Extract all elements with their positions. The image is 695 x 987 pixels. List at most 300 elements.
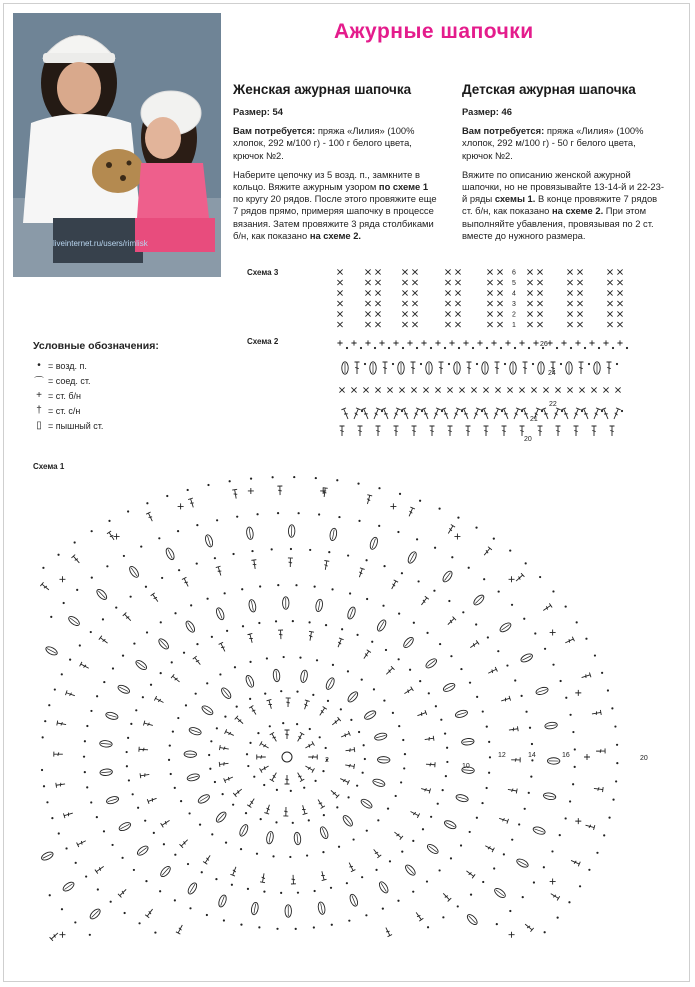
sc-stitch bbox=[537, 290, 542, 295]
chain-stitch bbox=[124, 912, 126, 914]
dc-stitch bbox=[318, 800, 325, 809]
chain-stitch bbox=[434, 547, 436, 549]
chain-stitch bbox=[559, 834, 561, 836]
dc-stitch bbox=[216, 566, 222, 575]
sc-stitch bbox=[537, 322, 542, 327]
chain-stitch bbox=[231, 884, 233, 886]
dc-stitch bbox=[182, 577, 188, 586]
dc-stitch bbox=[291, 875, 296, 884]
sc-stitch bbox=[487, 322, 492, 327]
dc-stitch bbox=[367, 495, 372, 504]
sc-stitch bbox=[519, 340, 524, 345]
dc-stitch bbox=[421, 408, 428, 419]
chain-stitch bbox=[615, 780, 617, 782]
chain-stitch bbox=[126, 751, 128, 753]
sc-stitch bbox=[407, 340, 412, 345]
puff-stitch-line bbox=[251, 601, 253, 611]
chain-stitch bbox=[476, 696, 478, 698]
dc-stitch bbox=[596, 748, 605, 753]
chain-stitch bbox=[581, 410, 583, 412]
chain-stitch bbox=[130, 596, 132, 598]
dc-stitch bbox=[277, 486, 282, 495]
dc-stitch bbox=[264, 805, 269, 814]
dc-stitch bbox=[488, 667, 497, 673]
chain-stitch bbox=[242, 625, 244, 627]
dc-stitch bbox=[614, 408, 621, 419]
dc-stitch bbox=[331, 790, 339, 798]
chain-stitch bbox=[258, 622, 260, 624]
chain-stitch bbox=[91, 530, 93, 532]
dc-stitch bbox=[381, 408, 388, 419]
chain-stitch bbox=[428, 692, 430, 694]
dc-stitch bbox=[466, 426, 471, 436]
dc-stitch bbox=[592, 426, 597, 436]
chain-stitch bbox=[290, 790, 292, 792]
chain-stitch bbox=[232, 553, 234, 555]
chain-stitch bbox=[257, 732, 259, 734]
dc-stitch bbox=[285, 775, 290, 784]
chain-stitch bbox=[346, 347, 348, 349]
dc-stitch bbox=[430, 426, 435, 436]
chain-stitch bbox=[140, 545, 142, 547]
chain-stitch bbox=[361, 678, 363, 680]
chain-stitch bbox=[246, 753, 248, 755]
dc-stitch bbox=[219, 745, 228, 750]
chain-stitch bbox=[153, 832, 155, 834]
chain-stitch bbox=[470, 894, 472, 896]
chain-stitch bbox=[442, 916, 444, 918]
chain-stitch bbox=[83, 756, 85, 758]
puff-stitch-line bbox=[208, 536, 211, 546]
chain-stitch bbox=[347, 796, 349, 798]
sc-stitch bbox=[402, 301, 407, 306]
chain-stitch bbox=[207, 484, 209, 486]
chain-stitch bbox=[222, 793, 224, 795]
chain-stitch bbox=[524, 808, 526, 810]
chain-stitch bbox=[327, 700, 329, 702]
sc-stitch bbox=[497, 311, 502, 316]
sc-stitch bbox=[375, 311, 380, 316]
chain-stitch bbox=[103, 830, 105, 832]
chain-stitch bbox=[315, 477, 317, 479]
chain-stitch bbox=[79, 644, 81, 646]
chain-stitch bbox=[146, 502, 148, 504]
sc-stitch bbox=[575, 690, 581, 696]
scheme2-label: Схема 2 bbox=[247, 337, 279, 346]
chain-stitch bbox=[608, 817, 610, 819]
chain-stitch bbox=[596, 852, 598, 854]
sc-stitch bbox=[351, 387, 356, 392]
chain-stitch bbox=[438, 508, 440, 510]
chain-stitch bbox=[352, 838, 354, 840]
sc-stitch bbox=[337, 290, 342, 295]
chain-stitch bbox=[69, 659, 71, 661]
chain-stitch bbox=[51, 817, 53, 819]
chain-stitch bbox=[154, 931, 156, 933]
row-number: 2 bbox=[325, 757, 329, 764]
chain-stitch bbox=[488, 741, 490, 743]
chain-stitch bbox=[314, 890, 316, 892]
dc-stitch bbox=[495, 362, 500, 374]
sc-stitch bbox=[555, 387, 560, 392]
chain-stitch bbox=[487, 636, 489, 638]
chain-stitch bbox=[309, 549, 311, 551]
sc-stitch bbox=[390, 503, 396, 509]
sc-stitch bbox=[445, 322, 450, 327]
chain-stitch bbox=[552, 664, 554, 666]
dc-stitch bbox=[225, 729, 234, 735]
chain-stitch bbox=[482, 881, 484, 883]
chain-stitch bbox=[42, 736, 44, 738]
chain-stitch bbox=[446, 761, 448, 763]
sc-stitch bbox=[363, 387, 368, 392]
single-crochet-icon: + bbox=[36, 390, 42, 401]
dc-stitch bbox=[355, 362, 360, 374]
dc-stitch bbox=[454, 408, 461, 419]
chain-stitch bbox=[539, 576, 541, 578]
sc-stitch bbox=[603, 387, 608, 392]
chain-stitch bbox=[208, 754, 210, 756]
chain-stitch bbox=[196, 643, 198, 645]
chain-stitch bbox=[457, 905, 459, 907]
row-number: 20 bbox=[640, 755, 648, 762]
chain-stitch bbox=[298, 512, 300, 514]
chain-stitch bbox=[472, 347, 474, 349]
chain-stitch bbox=[277, 512, 279, 514]
chain-stitch bbox=[214, 781, 216, 783]
dc-stitch bbox=[345, 764, 354, 769]
chain-stitch bbox=[522, 896, 524, 898]
puff-stitch-icon: ▯ bbox=[36, 420, 42, 431]
chain-stitch bbox=[90, 801, 92, 803]
chain-stitch bbox=[469, 831, 471, 833]
chain-stitch bbox=[275, 620, 277, 622]
chain-stitch bbox=[159, 890, 161, 892]
chain-stitch bbox=[42, 567, 44, 569]
chain-stitch bbox=[509, 910, 511, 912]
sc-stitch bbox=[591, 387, 596, 392]
chain-stitch bbox=[168, 759, 170, 761]
chain-stitch bbox=[533, 881, 535, 883]
sc-stitch bbox=[567, 290, 572, 295]
chain-stitch bbox=[579, 885, 581, 887]
sc-stitch bbox=[435, 340, 440, 345]
dc-stitch bbox=[286, 698, 291, 707]
legend-label: = возд. п. bbox=[48, 360, 87, 371]
sc-stitch bbox=[447, 387, 452, 392]
chain-stitch bbox=[416, 347, 418, 349]
dc-stitch bbox=[364, 650, 371, 659]
chain-stitch bbox=[65, 847, 67, 849]
sc-stitch bbox=[337, 322, 342, 327]
chain-stitch bbox=[174, 787, 176, 789]
chain-stitch bbox=[190, 604, 192, 606]
chain-stitch bbox=[544, 931, 546, 933]
dc-stitch bbox=[219, 642, 225, 651]
chain-stitch bbox=[412, 891, 414, 893]
chain-stitch bbox=[475, 623, 477, 625]
sc-stitch bbox=[412, 280, 417, 285]
chain-stitch bbox=[249, 698, 251, 700]
chain-stitch bbox=[444, 347, 446, 349]
chain-stitch bbox=[196, 562, 198, 564]
puff-stitch-line bbox=[463, 741, 473, 742]
sc-stitch bbox=[393, 340, 398, 345]
chain-stitch bbox=[433, 590, 435, 592]
chain-stitch bbox=[121, 857, 123, 859]
sc-stitch bbox=[455, 311, 460, 316]
chain-stitch bbox=[404, 753, 406, 755]
row-number: 6 bbox=[512, 269, 516, 277]
chain-stitch bbox=[171, 661, 173, 663]
chain-stitch bbox=[358, 520, 360, 522]
chain-stitch bbox=[199, 824, 201, 826]
dc-stitch bbox=[538, 426, 543, 436]
chain-stitch bbox=[96, 695, 98, 697]
chain-stitch bbox=[183, 652, 185, 654]
sc-stitch bbox=[589, 340, 594, 345]
chain-stitch bbox=[497, 650, 499, 652]
dc-stitch bbox=[139, 747, 148, 752]
chain-stitch bbox=[209, 768, 211, 770]
dc-stitch bbox=[140, 773, 149, 778]
chain-stitch bbox=[493, 867, 495, 869]
chain-stitch bbox=[86, 786, 88, 788]
chain-stitch bbox=[308, 621, 310, 623]
row-number: 12 bbox=[498, 752, 506, 759]
sc-stitch bbox=[337, 311, 342, 316]
sc-stitch bbox=[455, 301, 460, 306]
row-number: 24 bbox=[548, 370, 556, 377]
chain-stitch bbox=[323, 814, 325, 816]
chain-stitch bbox=[392, 363, 394, 365]
chain-stitch bbox=[296, 723, 298, 725]
dc-stitch bbox=[332, 717, 341, 725]
slip-stitch-icon: ⌒ bbox=[34, 377, 44, 388]
sc-stitch bbox=[577, 301, 582, 306]
sc-stitch bbox=[607, 311, 612, 316]
sc-stitch bbox=[445, 301, 450, 306]
chain-stitch bbox=[240, 848, 242, 850]
dc-stitch bbox=[340, 779, 349, 785]
chain-stitch bbox=[229, 480, 231, 482]
sc-stitch bbox=[375, 387, 380, 392]
dc-stitch bbox=[556, 426, 561, 436]
chain-stitch bbox=[185, 704, 187, 706]
chain-stitch bbox=[85, 875, 87, 877]
puff-stitch-line bbox=[457, 712, 467, 715]
scheme1-label: Схема 1 bbox=[33, 462, 65, 471]
dc-stitch bbox=[417, 710, 426, 716]
chain-stitch bbox=[309, 728, 311, 730]
chain-stitch bbox=[322, 851, 324, 853]
chain-stitch bbox=[560, 363, 562, 365]
sc-stitch bbox=[445, 311, 450, 316]
chain-stitch bbox=[146, 631, 148, 633]
chain-stitch bbox=[214, 557, 216, 559]
dc-stitch bbox=[95, 866, 104, 873]
puff-stitch-line bbox=[318, 601, 320, 611]
sc-stitch bbox=[509, 576, 515, 582]
chain-stitch bbox=[565, 817, 567, 819]
dc-stitch bbox=[50, 933, 58, 941]
dc-stitch bbox=[374, 849, 382, 858]
chain-stitch bbox=[460, 668, 462, 670]
chain-stitch bbox=[616, 363, 618, 365]
chain-stitch bbox=[468, 567, 470, 569]
sc-stitch bbox=[577, 280, 582, 285]
chain-stitch bbox=[437, 803, 439, 805]
sc-stitch bbox=[114, 533, 120, 539]
chain-stitch bbox=[626, 347, 628, 349]
chain-stitch bbox=[378, 487, 380, 489]
dc-stitch bbox=[298, 732, 305, 741]
dc-stitch bbox=[346, 747, 355, 752]
chain-stitch bbox=[292, 620, 294, 622]
sc-stitch bbox=[487, 290, 492, 295]
chain-stitch bbox=[421, 410, 423, 412]
sc-stitch bbox=[365, 269, 370, 274]
chain-stitch bbox=[448, 363, 450, 365]
dc-stitch bbox=[421, 788, 430, 793]
chain-stitch bbox=[196, 524, 198, 526]
chain-stitch bbox=[272, 476, 274, 478]
chain-stitch bbox=[232, 804, 234, 806]
chain-stitch bbox=[215, 878, 217, 880]
sc-stitch bbox=[607, 322, 612, 327]
chain-stitch bbox=[41, 769, 43, 771]
chain-stitch bbox=[419, 680, 421, 682]
row-number: 10 bbox=[462, 763, 470, 770]
sc-stitch bbox=[584, 754, 590, 760]
sc-stitch bbox=[487, 269, 492, 274]
dc-stitch bbox=[171, 674, 180, 682]
chain-stitch bbox=[187, 489, 189, 491]
chain-stitch bbox=[401, 851, 403, 853]
chain-stitch bbox=[371, 641, 373, 643]
chain-stitch bbox=[177, 717, 179, 719]
chain-stitch bbox=[97, 888, 99, 890]
dc-stitch bbox=[502, 426, 507, 436]
chain-stitch bbox=[528, 347, 530, 349]
chain-stitch bbox=[373, 688, 375, 690]
chain-stitch bbox=[296, 691, 298, 693]
chain-stitch bbox=[293, 476, 295, 478]
sc-stitch bbox=[567, 269, 572, 274]
sc-stitch bbox=[365, 301, 370, 306]
chain-stitch bbox=[399, 493, 401, 495]
chain-stitch bbox=[444, 732, 446, 734]
dc-stitch bbox=[610, 426, 615, 436]
sc-stitch bbox=[375, 280, 380, 285]
sc-stitch bbox=[402, 322, 407, 327]
chain-stitch bbox=[319, 736, 321, 738]
chain-stitch bbox=[250, 478, 252, 480]
chain-stitch bbox=[126, 765, 128, 767]
chain-stitch bbox=[169, 744, 171, 746]
chain-stitch bbox=[271, 548, 273, 550]
chain-stitch bbox=[272, 855, 274, 857]
chain-stitch bbox=[127, 510, 129, 512]
chain-stitch bbox=[276, 789, 278, 791]
chain-stitch bbox=[551, 850, 553, 852]
sc-stitch bbox=[375, 290, 380, 295]
chain-stitch bbox=[224, 715, 226, 717]
chain-stitch bbox=[325, 747, 327, 749]
chain-stitch bbox=[277, 584, 279, 586]
chain-stitch bbox=[544, 648, 546, 650]
dc-stitch bbox=[278, 630, 283, 639]
sc-stitch bbox=[375, 322, 380, 327]
chain-stitch bbox=[458, 347, 460, 349]
sc-stitch bbox=[455, 290, 460, 295]
sc-stitch bbox=[519, 387, 524, 392]
chain-stitch bbox=[177, 530, 179, 532]
puff-stitch-line bbox=[108, 799, 118, 802]
dc-stitch bbox=[439, 362, 444, 374]
dc-stitch bbox=[308, 755, 317, 760]
chain-stitch bbox=[568, 901, 570, 903]
chain-stitch bbox=[378, 525, 380, 527]
chain-stitch bbox=[188, 812, 190, 814]
dc-stitch bbox=[361, 408, 368, 419]
chain-stitch bbox=[481, 410, 483, 412]
chain-stitch bbox=[349, 592, 351, 594]
chain-stitch bbox=[103, 681, 105, 683]
sc-stitch bbox=[59, 576, 65, 582]
dc-stitch bbox=[257, 755, 266, 760]
chain-stitch bbox=[266, 657, 268, 659]
chain-stitch bbox=[365, 914, 367, 916]
dc-stitch bbox=[401, 408, 408, 419]
dc-stitch bbox=[359, 568, 364, 577]
chain-stitch bbox=[528, 792, 530, 794]
chain-stitch bbox=[256, 513, 258, 515]
chain-stitch bbox=[224, 592, 226, 594]
chain-stitch bbox=[336, 806, 338, 808]
chain-stitch bbox=[110, 901, 112, 903]
sc-stitch bbox=[577, 322, 582, 327]
sc-stitch bbox=[402, 290, 407, 295]
double-crochet-icon: † bbox=[36, 405, 42, 416]
chain-stitch bbox=[138, 922, 140, 924]
dc-stitch bbox=[374, 408, 381, 419]
dc-stitch bbox=[448, 617, 456, 625]
puff-stitch-line bbox=[248, 677, 252, 686]
dc-stitch bbox=[561, 408, 568, 419]
chain-stitch bbox=[297, 892, 299, 894]
chain-stitch bbox=[338, 846, 340, 848]
sc-stitch bbox=[178, 503, 184, 509]
scheme2-diagram bbox=[337, 340, 628, 443]
kids-hat-title: Детская ажурная шапочка bbox=[462, 82, 636, 97]
chain-stitch bbox=[216, 519, 218, 521]
dc-stitch bbox=[501, 408, 508, 419]
women-hat-instructions: Наберите цепочку из 5 возд. п., замкните в кольцо. Вяжите ажурным узором по схеме 1 по кругу 20 рядов. После этого провяжите еще 7 рядов прямо, примеряя шапочку в процессе вязания. Затем провяжите 3 ряда столбиками б/н, как показано на схеме 2. bbox=[233, 168, 437, 241]
legend-label: = пышный ст. bbox=[48, 420, 104, 431]
dc-stitch bbox=[354, 408, 361, 419]
chain-stitch bbox=[251, 550, 253, 552]
dc-stitch bbox=[358, 426, 363, 436]
chain-stitch bbox=[331, 588, 333, 590]
chain-stitch bbox=[180, 800, 182, 802]
dc-stitch bbox=[571, 860, 580, 866]
puff-stitch-line bbox=[101, 743, 111, 744]
chain-stitch bbox=[500, 347, 502, 349]
puff-stitch-line bbox=[303, 671, 305, 681]
chain-stitch bbox=[397, 900, 399, 902]
chain-stitch bbox=[607, 689, 609, 691]
